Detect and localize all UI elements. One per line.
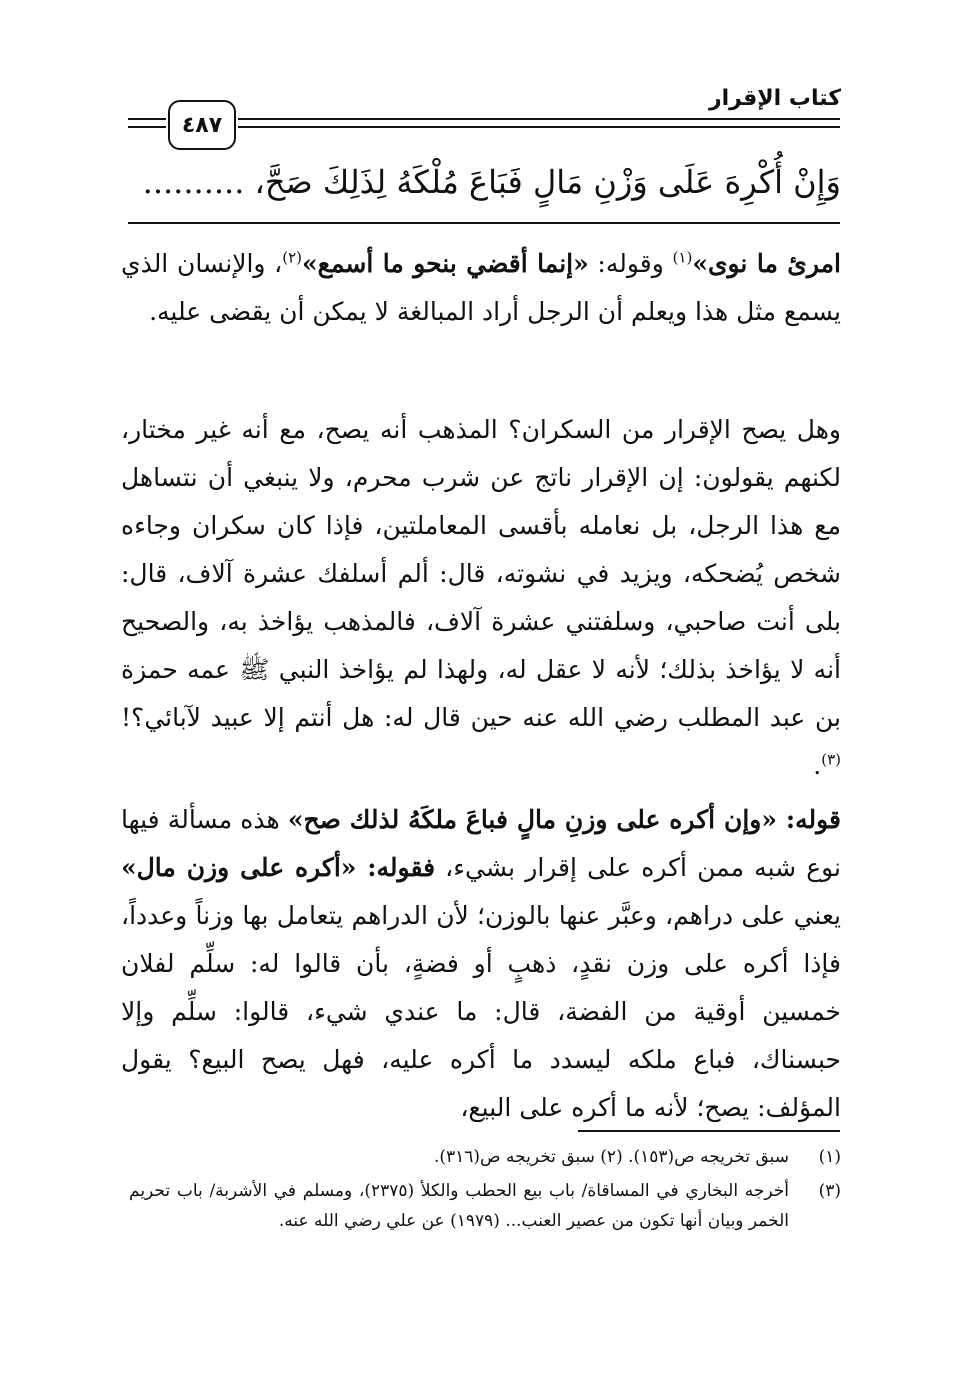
- paragraph-3-text-b: يعني على دراهم، وعبَّر عنها بالوزن؛ لأن الدراهم يتعامل بها وزناً وعدداً، فإذا أكره على وزن نقدٍ، ذهبٍ أو فضةٍ، بأن قالوا له: سلِّم لفلان خمسين أوقية من الفضة، قال: ما عندي شيء، قالوا: سلِّم وإلا حبسناك، فباع ملكه ليسدد ما أكره عليه، فهل يصح البيع؟ يقول المؤلف: يصح؛ لأنه ما أكره على البيع،: [121, 901, 841, 1122]
- paragraph-1-text-b: ، والإنسان الذي يسمع مثل هذا ويعلم أن الرجل أراد المبالغة لا يمكن أن يقضى عليه.: [121, 249, 841, 326]
- matn-quote: قوله: «وإن أكره على وزنِ مالٍ فباعَ ملكَهُ لذلك صح»: [287, 805, 841, 834]
- matn-quote-2: فقوله: «أكره على وزن مال»: [121, 853, 436, 882]
- paragraph-3: [121, 796, 841, 1132]
- page-number-box: [168, 100, 236, 150]
- footnote-text: أخرجه البخاري في المساقاة/ باب بيع الحطب والكلأ (٢٣٧٥)، ومسلم في الأشربة/ باب تحريم الخمر وبيان أنها تكون من عصير العنب... (١٩٧٩) عن علي رضي الله عنه.: [129, 1181, 789, 1231]
- paragraph-3-text-a: هذه مسألة فيها نوع شبه ممن أكره على إقرار بشيء،: [121, 805, 841, 882]
- quoted-hadith-1: امرئ ما نوى»: [692, 249, 842, 278]
- matn-separator: [128, 222, 840, 224]
- paragraph-1: [121, 240, 841, 336]
- header-rule-bottom: [238, 126, 840, 128]
- footnote-ref-3: (٣): [821, 750, 841, 769]
- footnote-1-2: [121, 1142, 841, 1172]
- running-head-title: كتاب الإقرار: [708, 86, 841, 111]
- quoted-hadith-2: «إنما أقضي بنحو ما أسمع»: [302, 249, 589, 278]
- header-rule-top: [238, 118, 840, 120]
- paragraph-2-end: .: [813, 751, 822, 780]
- footnote-separator: [578, 1130, 840, 1132]
- footnote-number: (٣): [818, 1181, 841, 1201]
- footnote-ref-2: (٢): [282, 248, 303, 267]
- footnote-3: [121, 1176, 841, 1236]
- header-rule-left-bottom: [128, 126, 166, 128]
- page-number: ٤٨٧: [181, 112, 223, 138]
- matn-text: وَإِنْ أُكْرِهَ عَلَى وَزْنِ مَالٍ فَبَاعَ مُلْكَهُ لِذَلِكَ صَحَّ، ..........: [142, 163, 841, 201]
- paragraph-1-text-a: وقوله:: [588, 249, 673, 278]
- footnote-text: سبق تخريجه ص(١٥٣). (٢) سبق تخريجه ص(٣١٦).: [433, 1147, 789, 1167]
- header-rule-left-top: [128, 118, 166, 120]
- footnote-ref-1: (١): [672, 248, 693, 267]
- paragraph-2-text: وهل يصح الإقرار من السكران؟ المذهب أنه يصح، مع أنه غير مختار، لكنهم يقولون: إن الإقرار ناتج عن شرب محرم، ولا ينبغي أن نتساهل مع هذا الرجل، بل نعامله بأقسى المعاملتين، فإذا كان سكران وجاءه شخص يُضحكه، ويزيد في نشوته، قال: ألم أسلفك عشرة آلاف، قال: بلى أنت صاحبي، وسلفتني عشرة آلاف، فالمذهب يؤاخذ به، والصحيح أنه لا يؤاخذ بذلك؛ لأنه لا عقل له، ولهذا لم يؤاخذ النبي ﷺ عمه حمزة بن عبد المطلب رضي الله عنه حين قال له: هل أنتم إلا عبيد لآبائي؟!: [121, 415, 841, 732]
- paragraph-2: [121, 406, 841, 790]
- footnote-number: (١): [818, 1147, 841, 1167]
